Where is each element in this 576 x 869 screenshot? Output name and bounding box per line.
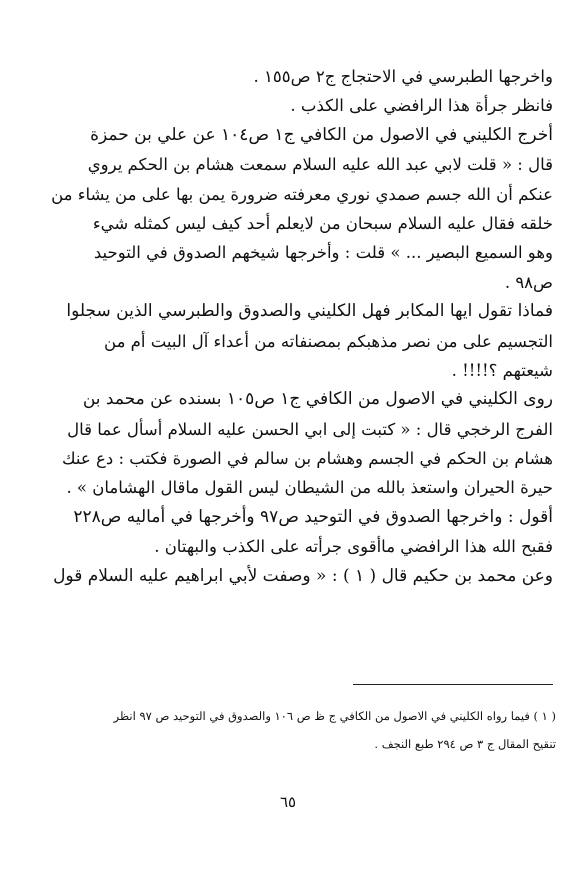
footnote-line: تنقيح المقال ج ٣ ص ٢٩٤ طبع النجف . <box>374 737 556 751</box>
text-line: الفرج الرخجي قال : « كتبت إلى ابي الحسن عليه السلام أسأل عما قال <box>67 419 553 439</box>
text-line: فقبح الله هذا الرافضي ماأقوى جرأته على الكذب والبهتان . <box>154 537 553 557</box>
text-line: وعن محمد بن حكيم قال ( ١ ) : « وصفت لأبي ابراهيم عليه السلام قول <box>53 565 553 586</box>
text-line: حيرة الحيران واستعذ بالله من الشيطان ليس القول ماقال الهشامان » . <box>66 478 553 498</box>
page-number: ٦٥ <box>279 793 297 811</box>
text-line: قال : « قلت لابي عبد الله عليه السلام سمعت هشام بن الحكم يروي <box>87 155 553 175</box>
text-line: أقول : واخرجها الصدوق في التوحيد ص٩٧ وأخرجها في أماليه ص٢٢٨ <box>73 506 553 527</box>
text-line: فانظر جرأة هذا الرافضي على الكذب . <box>290 96 553 116</box>
footnote-separator <box>353 684 553 685</box>
text-line: شيعتهم ؟!!!! . <box>451 360 553 380</box>
text-line: واخرجها الطبرسي في الاحتجاج ج٢ ص١٥٥ . <box>253 67 553 86</box>
text-line: فماذا تقول ايها المكابر فهل الكليني والصدوق والطبرسي الذين سجلوا <box>66 301 553 322</box>
text-line: ص٩٨ . <box>504 272 553 292</box>
footnotes <box>36 702 556 758</box>
text-line: هشام بن الحكم في الجسم وهشام بن سالم في الصورة فكتب : دع عنك <box>62 449 553 469</box>
text-line: أخرج الكليني في الاصول من الكافي ج١ ص١٠٤ عن علي بن حمزة <box>90 124 553 145</box>
footnote-line: ( ١ ) فيما رواه الكليني في الاصول من الكافي ج ظ ص ١٠٦ والصدوق في التوحيد ص ٩٧ انظر <box>113 709 556 723</box>
text-line: خلقه فقال عليه السلام سبحان من لايعلم أحد كيف ليس كمثله شيء <box>92 213 553 233</box>
main-text-body <box>43 62 553 591</box>
text-line: عنكم أن الله جسم صمدي نوري معرفته ضرورة يمن بها على من يشاء من <box>51 184 553 204</box>
text-line: التجسيم على من نصر مذهبكم بمصنفاته من أعداء آل البيت أم من <box>104 331 553 351</box>
text-line: روى الكليني في الاصول من الكافي ج١ ص١٠٥ بسنده عن محمد بن <box>82 389 553 410</box>
text-line: وهو السميع البصير ... » قلت : وأخرجها شيخهم الصدوق في التوحيد <box>93 243 553 263</box>
